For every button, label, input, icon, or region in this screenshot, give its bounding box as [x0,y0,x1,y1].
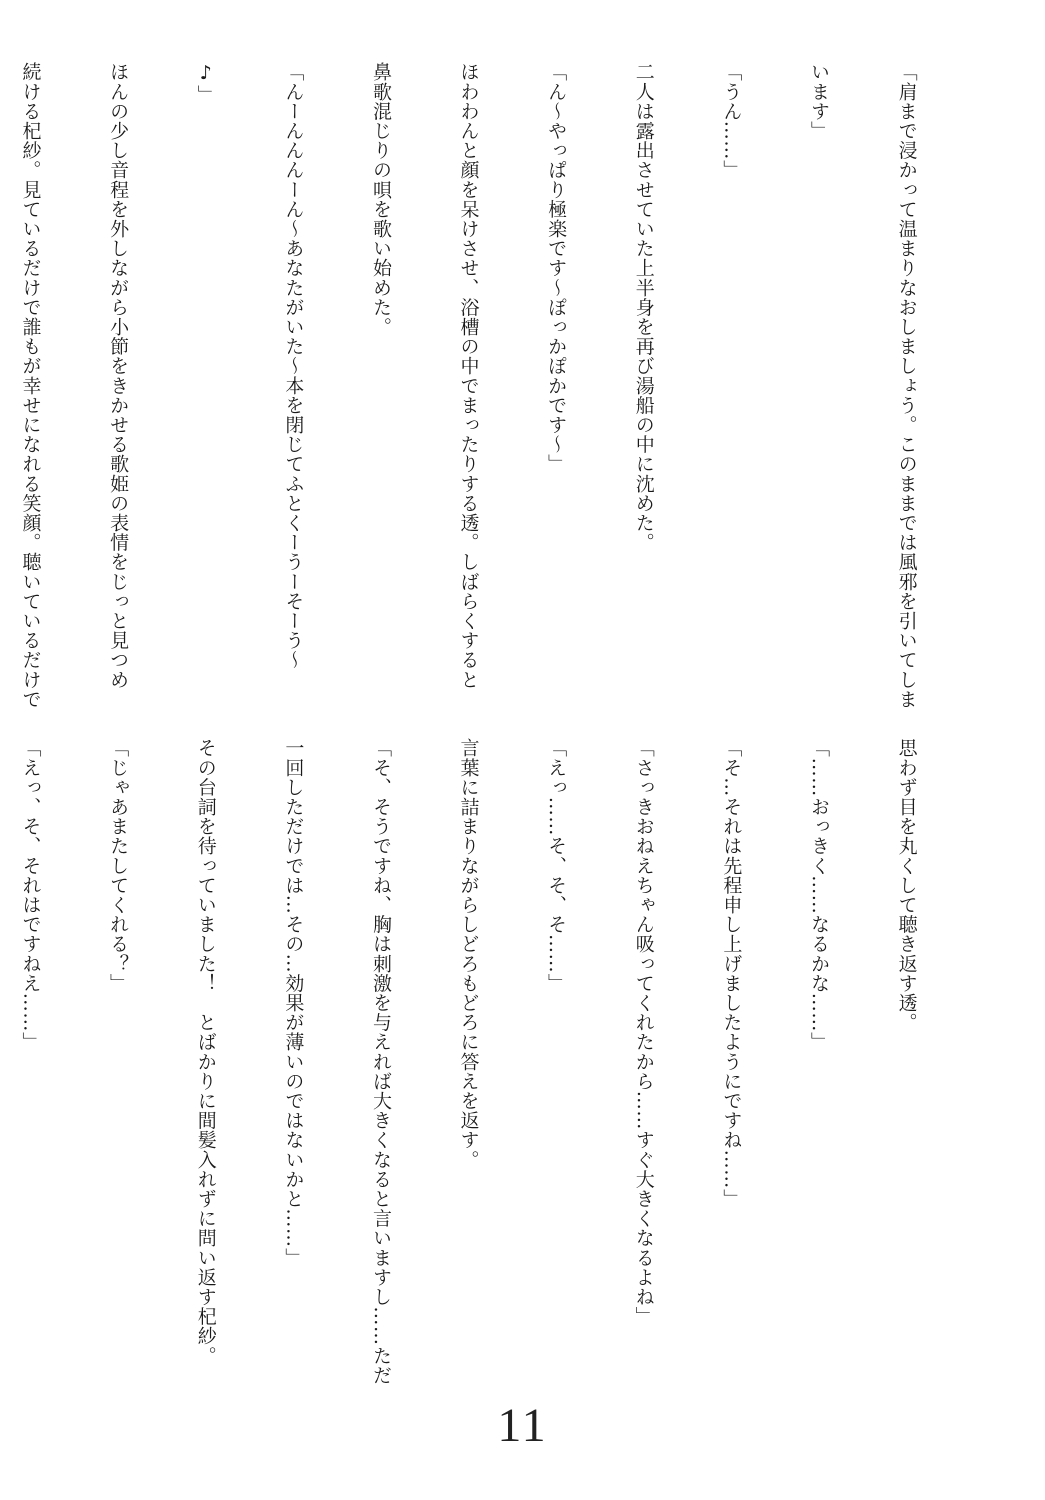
text-line: 「うん……」 [720,62,743,180]
text-line: 「……おっきく……なるかな……」 [807,738,830,1052]
text-line: 「そ、そうですね、胸は刺激を与えれば大きくなると言いますし……ただ [369,738,392,1385]
text-line: 「じゃあまたしてくれる？」 [107,738,130,993]
text-line: 二人は露出させていた上半身を再び湯船の中に沈めた。 [632,62,655,552]
text-line: 鼻歌混じりの唄を歌い始めた。 [369,62,392,337]
text-line: 思わず目を丸くして聴き返す透。 [895,738,918,1032]
text-line: 「そ…それは先程申し上げましたようにですね……」 [720,738,743,1209]
page-number: 11 [497,1399,548,1452]
text-line: 一回しただけでは…その…効果が薄いのではないかと……」 [282,738,305,1268]
text-line: 「ん〜やっぱり極楽です〜ぽっかぽかです〜」 [545,62,568,474]
text-line: ほわわんと顔を呆けさせ、浴槽の中でまったりする透。しばらくすると [457,62,480,690]
text-line: 「さっきおねえちゃん吸ってくれたから……すぐ大きくなるよね」 [632,738,655,1326]
text-line: ♪」 [194,62,217,105]
text-line: その台詞を待っていました！ とばかりに間髪入れずに問い返す杞紗。 [194,738,217,1366]
text-line: ほんの少し音程を外しながら小節をきかせる歌姫の表情をじっと見つめ [107,62,130,690]
upper-text-block [19,62,979,709]
lower-text-block [19,738,979,1385]
text-line: 「えっ……そ、そ、そ……」 [545,738,568,993]
text-line: 「んーんんんーん〜あなたがいた〜本を閉じてふとくーうーそーう〜 [282,62,305,670]
text-line: 「えっ、そ、それはですねえ……」 [19,738,42,1052]
text-line: います」 [807,62,830,141]
text-line: 「肩まで浸かって温まりなおしましょう。このままでは風邪を引いてしま [895,62,918,709]
text-line: 続ける杞紗。見ているだけで誰もが幸せになれる笑顔。聴いているだけで [19,62,42,709]
text-line: 言葉に詰まりながらしどろもどろに答えを返す。 [457,738,480,1170]
